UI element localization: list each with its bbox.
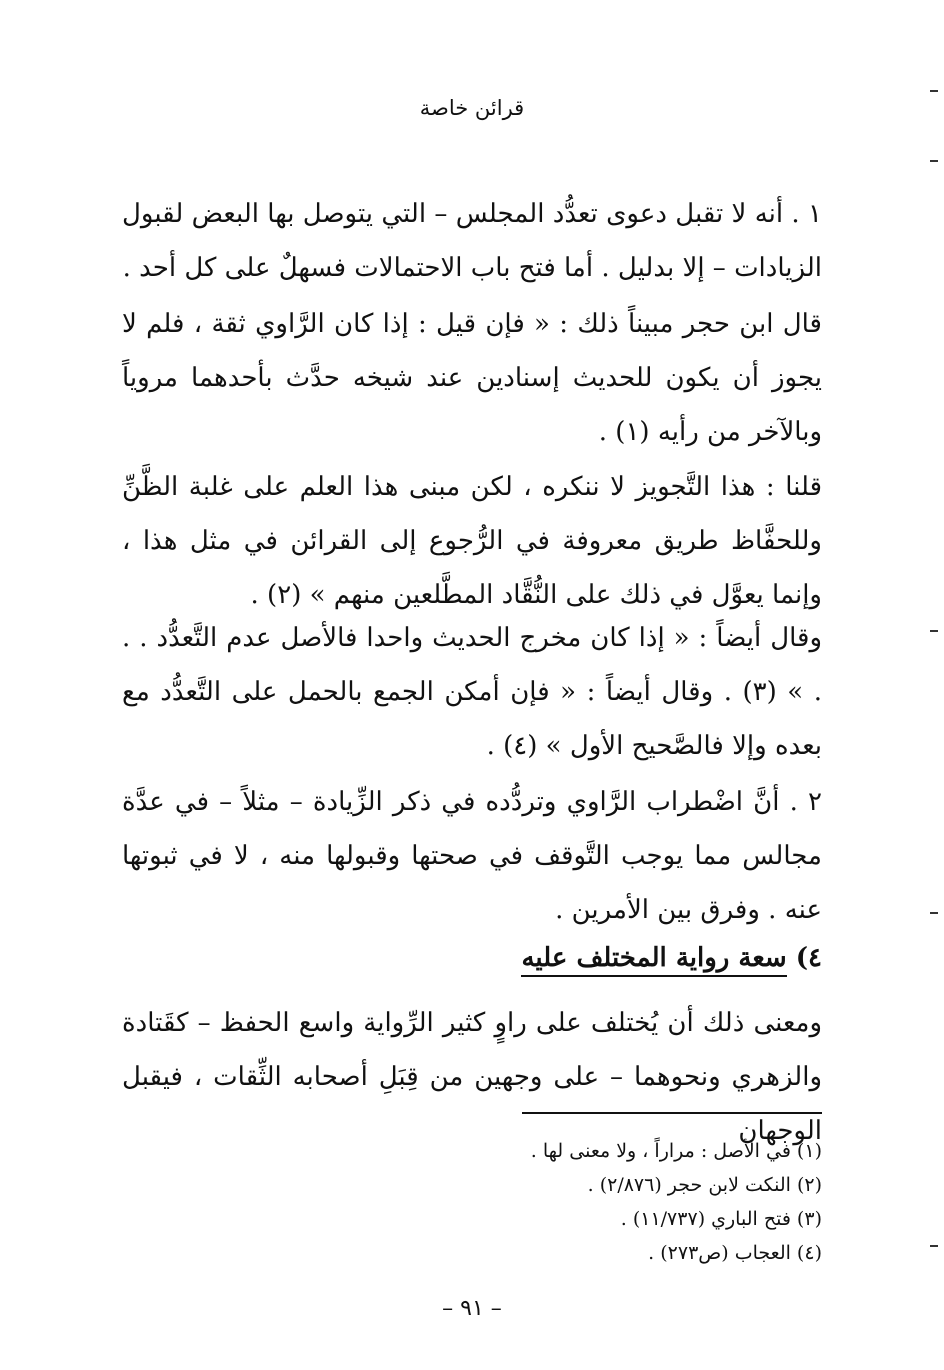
paragraph-2: قال ابن حجر مبيناً ذلك : « فإن قيل : إذا كان الرَّاوي ثقة ، فلم لا يجوز أن يكون للحديث إسنادين عند شيخه حدَّث بأحدهما مروياً وبالآخر من رأيه (١) . bbox=[122, 309, 822, 447]
paragraph-4: وقال أيضاً : « إذا كان مخرج الحديث واحدا فالأصل عدم التَّعدُّد . . . » (٣) . وقال أيضاً : « فإن أمكن الجمع بالحمل على التَّعدُّد مع بعده وإلا فالصَّحيح الأول » (٤) . bbox=[122, 623, 822, 761]
margin-mark bbox=[930, 630, 938, 632]
section-heading-number: ٤) bbox=[795, 943, 822, 973]
section-paragraph: ومعنى ذلك أن يُختلف على راوٍ كثير الرِّواية واسع الحفظ – كقَتادة والزهري ونحوهما – على وجهين من قِبَلِ أصحابه الثِّقات ، فيقبل الوجهان bbox=[122, 1008, 822, 1146]
footnote-1: (١) في الأصل : مراراً ، ولا معنى لها . bbox=[530, 1140, 822, 1162]
running-header: قرائن خاصة bbox=[419, 96, 525, 120]
footnote-3: (٣) فتح الباري (١١/٧٣٧) . bbox=[620, 1208, 822, 1230]
margin-mark bbox=[930, 912, 938, 914]
footnote-divider bbox=[522, 1112, 822, 1114]
margin-mark bbox=[930, 160, 938, 162]
paragraph-1: ١ . أنه لا تقبل دعوى تعدُّد المجلس – التي يتوصل بها البعض لقبول الزيادات – إلا بدليل . أما فتح باب الاحتمالات فسهلٌ على كل أحد . bbox=[122, 199, 822, 283]
paragraph-5: ٢ . أنَّ اضْطراب الرَّاوي وتردُّده في ذكر الزِّيادة – مثلاً – في عدَّة مجالس مما يوجب التَّوقف في صحتها وقبولها منه ، لا في ثبوتها عنه . وفرق بين الأمرين . bbox=[122, 787, 822, 925]
section-heading-title: سعة رواية المختلف عليه bbox=[521, 943, 786, 977]
footnote-4: (٤) العجاب (ص٢٧٣) . bbox=[648, 1242, 822, 1264]
footnote-2: (٢) النكت لابن حجر (٢/٨٧٦) . bbox=[587, 1174, 822, 1196]
paragraph-3: قلنا : هذا التَّجويز لا ننكره ، لكن مبنى هذا العلم على غلبة الظَّنِّ وللحفَّاظ طريق معروفة في الرُّجوع إلى القرائن في مثل هذا ، وإنما يعوَّل في ذلك على النُّقَّاد المطَّلعين منهم » (٢) . bbox=[122, 472, 822, 610]
section-heading bbox=[521, 936, 822, 980]
page-number: – ٩١ – bbox=[442, 1296, 502, 1321]
margin-mark bbox=[930, 90, 938, 92]
margin-mark bbox=[930, 1245, 938, 1247]
